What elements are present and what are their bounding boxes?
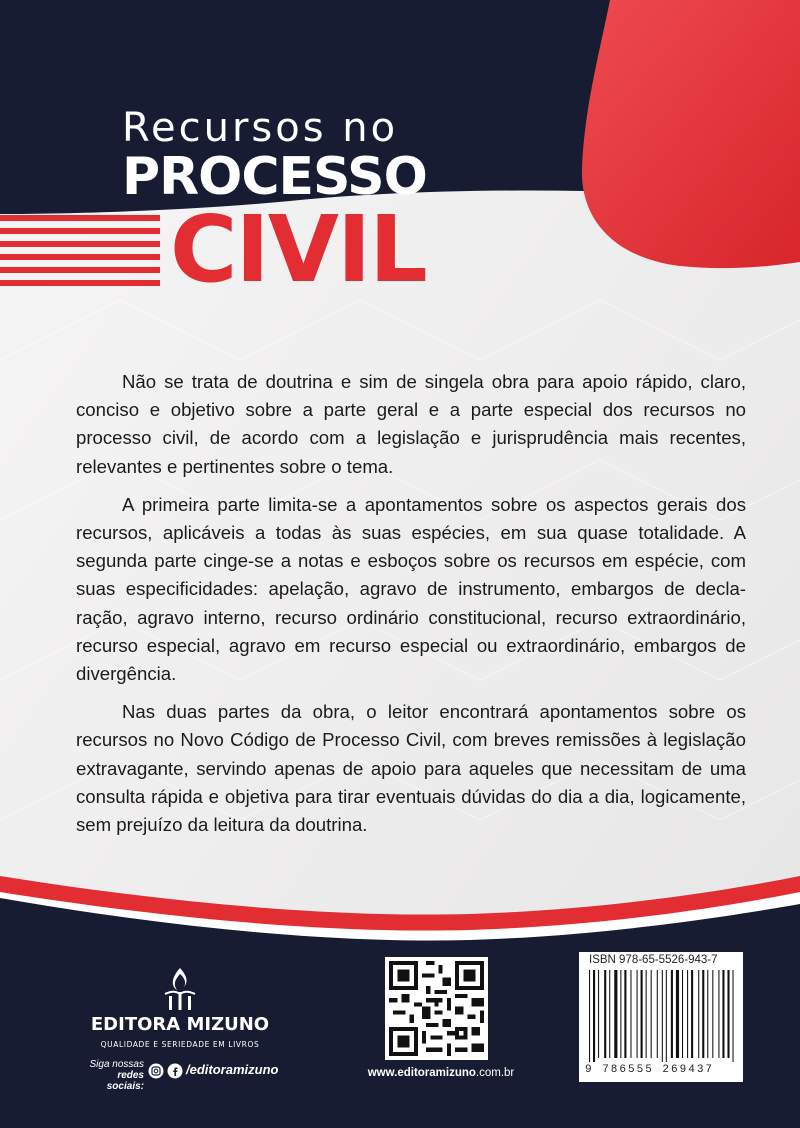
barcode-bar: [657, 970, 658, 1058]
isbn-digits: 9 786555 269437: [585, 1064, 715, 1076]
social-handle[interactable]: /editoramizuno: [186, 1062, 279, 1077]
flame-book-icon: [163, 968, 197, 1012]
social-label-line-1: Siga nossas: [89, 1059, 144, 1070]
barcode-bar: [671, 970, 673, 1058]
social-media-block: [78, 1059, 308, 1092]
barcode-bar: [637, 970, 638, 1058]
barcode-bar: [718, 970, 719, 1058]
qr-code: [385, 957, 488, 1060]
barcode-bar: [687, 970, 688, 1058]
barcode-bar: [733, 970, 734, 1062]
barcode-bar: [727, 970, 729, 1058]
barcode-bar: [641, 970, 643, 1058]
back-cover-text: [76, 368, 746, 849]
barcode-bar: [691, 970, 693, 1058]
title-line-2: PROCESSO: [122, 147, 427, 207]
publisher-logo: [60, 968, 300, 1058]
barcode-bar: [712, 970, 713, 1058]
barcode-bar: [662, 970, 663, 1062]
barcode-bar: [702, 970, 704, 1058]
publisher-website[interactable]: [346, 1067, 536, 1079]
social-label-line-2: redes sociais:: [106, 1070, 144, 1092]
paragraph-2: A primeira parte limita-se a apontamentos sobre os aspectos gerais dos recursos, aplicáveis a todas às suas espécies, em sua quase totalidade. A segunda parte cinge-se a notas e esboços sobre os recursos em espécie, com suas especificidades: apelação, agravo de instrumento, embargos de declaração, agravo interno, recurso ordinário constitucional, recurso extraordinário, recurso especial, agravo em recurso especial ou extraordinário, embargos de divergência.: [76, 493, 746, 685]
barcode-bar: [651, 970, 652, 1058]
barcode-bar: [682, 970, 683, 1058]
title-line-3: CIVIL: [170, 196, 426, 303]
instagram-icon[interactable]: [148, 1063, 164, 1079]
publisher-name: EDITORA MIZUNO: [90, 1014, 270, 1035]
barcode-bar: [707, 970, 708, 1058]
website-suffix: .com.br: [475, 1067, 515, 1079]
isbn-barcode: [579, 952, 743, 1082]
barcode-bar: [609, 970, 610, 1058]
red-stripes-decoration: [0, 213, 160, 293]
paragraph-3: Nas duas partes da obra, o leitor encontrará apontamentos sobre os recursos no Novo Código de Processo Civil, com breves remissões à legislação extravagante, servindo apenas de apoio para aqueles que necessitam de uma consulta rápida e objetiva para tirar eventuais dúvidas do dia a dia, logicamente, sem prejuízo da leitura da doutrina.: [76, 701, 746, 836]
barcode-bar: [624, 970, 626, 1058]
barcode-bar: [593, 970, 595, 1062]
paragraph-1: Não se trata de doutrina e sim de singela obra para apoio rápido, claro, conciso e objetivo sobre a parte geral e a parte especial dos recursos no processo civil, de acordo com a legislação e jurisprudência mais recentes, relevantes e pertinentes sobre o tema.: [76, 371, 746, 477]
title-line-1: Recursos no: [122, 105, 399, 151]
barcode-bar: [722, 970, 724, 1058]
barcode-bar: [666, 970, 667, 1062]
barcode-bar: [630, 970, 631, 1058]
publisher-tagline: QUALIDADE E SERIEDADE EM LIVROS: [100, 1040, 260, 1049]
barcode-bar: [676, 970, 679, 1058]
isbn-label: ISBN 978-65-5526-943-7: [589, 954, 718, 966]
barcode-bar: [698, 970, 699, 1058]
social-label: [78, 1059, 144, 1092]
barcode-bar: [646, 970, 647, 1058]
barcode-bar: [598, 970, 599, 1058]
barcode-bar: [614, 970, 617, 1058]
facebook-icon[interactable]: [167, 1063, 183, 1079]
website-domain: www.editoramizuno: [367, 1067, 476, 1079]
barcode-bars: [587, 970, 737, 1062]
barcode-bar: [604, 970, 606, 1058]
barcode-bar: [589, 970, 590, 1062]
barcode-bar: [620, 970, 621, 1058]
